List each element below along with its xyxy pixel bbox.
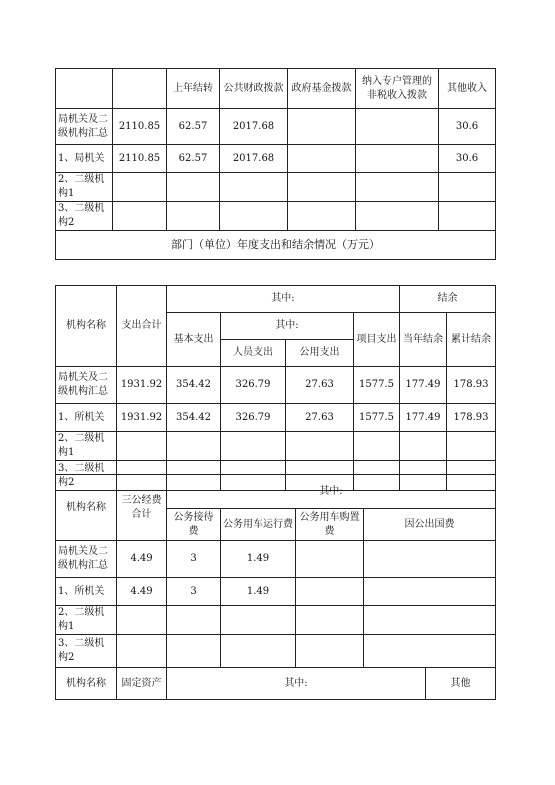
table-cell: 1931.92 [117, 404, 167, 432]
table-cell: 1931.92 [117, 367, 167, 404]
income-header-cell [56, 69, 113, 109]
table-cell [400, 432, 447, 461]
table-cell: 2017.68 [220, 145, 288, 173]
other-header: 其他 [426, 668, 496, 700]
income-header-row [56, 69, 496, 109]
table-cell [364, 578, 496, 606]
expense-header-row [56, 286, 496, 313]
table-cell [288, 109, 356, 145]
table-cell [364, 606, 496, 635]
basic-header: 基本支出 [167, 313, 221, 367]
table-cell: 177.49 [400, 367, 447, 404]
among2-header: 其中: [221, 313, 354, 340]
table-cell [447, 432, 496, 461]
project-header: 项目支出 [354, 313, 400, 367]
abroad-header: 因公出国费 [364, 509, 496, 541]
table-cell [221, 635, 296, 668]
table-cell [288, 202, 356, 231]
table-cell [354, 432, 400, 461]
table-cell: 4.49 [117, 541, 167, 578]
org-name-cell: 1、所机关 [56, 404, 117, 432]
total-header: 支出合计 [117, 286, 167, 367]
table-cell [220, 202, 288, 231]
income-header-cell: 其他收入 [439, 69, 496, 109]
table-cell [167, 635, 221, 668]
table-cell [167, 202, 220, 231]
org-name-cell: 1、局机关 [56, 145, 113, 173]
table-cell: 354.42 [167, 367, 221, 404]
table-cell [356, 173, 439, 202]
table-cell: 27.63 [286, 404, 354, 432]
section-title-row [56, 231, 496, 260]
table-cell: 3 [167, 578, 221, 606]
car-buy-header: 公务用车购置费 [296, 509, 364, 541]
table-cell: 27.63 [286, 367, 354, 404]
table-row [56, 109, 496, 145]
table-cell [439, 202, 496, 231]
table-cell: 2017.68 [220, 109, 288, 145]
org-name-cell: 2、二级机构1 [56, 606, 117, 635]
among-header: 其中: [167, 668, 426, 700]
org-name-cell: 1、所机关 [56, 578, 117, 606]
table-cell [356, 145, 439, 173]
table-row [56, 432, 496, 461]
table-row [56, 404, 496, 432]
table-cell: 30.6 [439, 145, 496, 173]
table-cell [296, 606, 364, 635]
income-header-cell: 公共财政拨款 [220, 69, 288, 109]
sangong-header-row [56, 475, 496, 509]
table-cell: 4.49 [117, 578, 167, 606]
table-cell: 1.49 [221, 578, 296, 606]
expense-table [55, 285, 496, 491]
table-row [56, 635, 496, 668]
table-cell [439, 173, 496, 202]
table-cell: 62.57 [167, 145, 220, 173]
table-cell: 3 [167, 541, 221, 578]
table-cell [117, 432, 167, 461]
balance-header: 结余 [400, 286, 496, 313]
sangong-table [55, 474, 496, 668]
year-balance-header: 当年结余 [400, 313, 447, 367]
reception-header: 公务接待费 [167, 509, 221, 541]
table-cell [356, 109, 439, 145]
table-row [56, 202, 496, 231]
table-cell: 326.79 [221, 404, 286, 432]
table-cell: 1.49 [221, 541, 296, 578]
org-name-header: 机构名称 [56, 286, 117, 367]
table-row [56, 367, 496, 404]
org-name-cell: 局机关及二级机构汇总 [56, 541, 117, 578]
table-cell [117, 606, 167, 635]
table-cell [296, 541, 364, 578]
table-cell [113, 202, 167, 231]
table-cell: 2110.85 [113, 145, 167, 173]
section-title: 部门（单位）年度支出和结余情况（万元） [56, 231, 496, 260]
sangong-total-header: 三公经费合计 [117, 475, 167, 541]
org-name-header: 机构名称 [56, 475, 117, 541]
public-header: 公用支出 [286, 340, 354, 367]
table-cell [296, 635, 364, 668]
org-name-cell: 局机关及二级机构汇总 [56, 109, 113, 145]
table-cell: 1577.5 [354, 367, 400, 404]
table-cell [221, 432, 286, 461]
table-row [56, 145, 496, 173]
org-name-header: 机构名称 [56, 668, 117, 700]
table-cell: 62.57 [167, 109, 220, 145]
table-cell: 2110.85 [113, 109, 167, 145]
table-cell [296, 578, 364, 606]
table-cell [356, 202, 439, 231]
table-cell [364, 541, 496, 578]
table-row [56, 578, 496, 606]
income-header-cell [113, 69, 167, 109]
car-run-header: 公务用车运行费 [221, 509, 296, 541]
table-cell: 326.79 [221, 367, 286, 404]
table-cell [288, 173, 356, 202]
table-cell [220, 173, 288, 202]
assets-header-row [56, 668, 496, 700]
table-cell [117, 635, 167, 668]
cumulative-balance-header: 累计结余 [447, 313, 496, 367]
table-cell: 1577.5 [354, 404, 400, 432]
table-cell [288, 145, 356, 173]
among-header: 其中: [167, 286, 400, 313]
income-table [55, 68, 496, 260]
among-header: 其中: [167, 475, 496, 509]
table-cell: 354.42 [167, 404, 221, 432]
table-cell: 178.93 [447, 404, 496, 432]
table-cell [167, 173, 220, 202]
table-cell: 177.49 [400, 404, 447, 432]
org-name-cell: 3、二级机构2 [56, 461, 117, 491]
table-row [56, 173, 496, 202]
income-header-cell: 政府基金拨款 [288, 69, 356, 109]
table-cell [167, 432, 221, 461]
org-name-cell: 2、二级机构1 [56, 173, 113, 202]
table-cell: 30.6 [439, 109, 496, 145]
assets-table [55, 667, 496, 700]
income-header-cell: 上年结转 [167, 69, 220, 109]
table-cell [286, 432, 354, 461]
org-name-cell: 3、二级机构2 [56, 202, 113, 231]
table-cell [221, 606, 296, 635]
table-row [56, 541, 496, 578]
table-row [56, 606, 496, 635]
org-name-cell: 局机关及二级机构汇总 [56, 367, 117, 404]
table-cell [113, 173, 167, 202]
income-header-cell: 纳入专户管理的非税收入拨款 [356, 69, 439, 109]
fixed-assets-header: 固定资产 [117, 668, 167, 700]
org-name-cell: 3、二级机构2 [56, 635, 117, 668]
table-cell [167, 606, 221, 635]
org-name-cell: 2、二级机构1 [56, 432, 117, 461]
table-cell [364, 635, 496, 668]
table-cell: 178.93 [447, 367, 496, 404]
personnel-header: 人员支出 [221, 340, 286, 367]
